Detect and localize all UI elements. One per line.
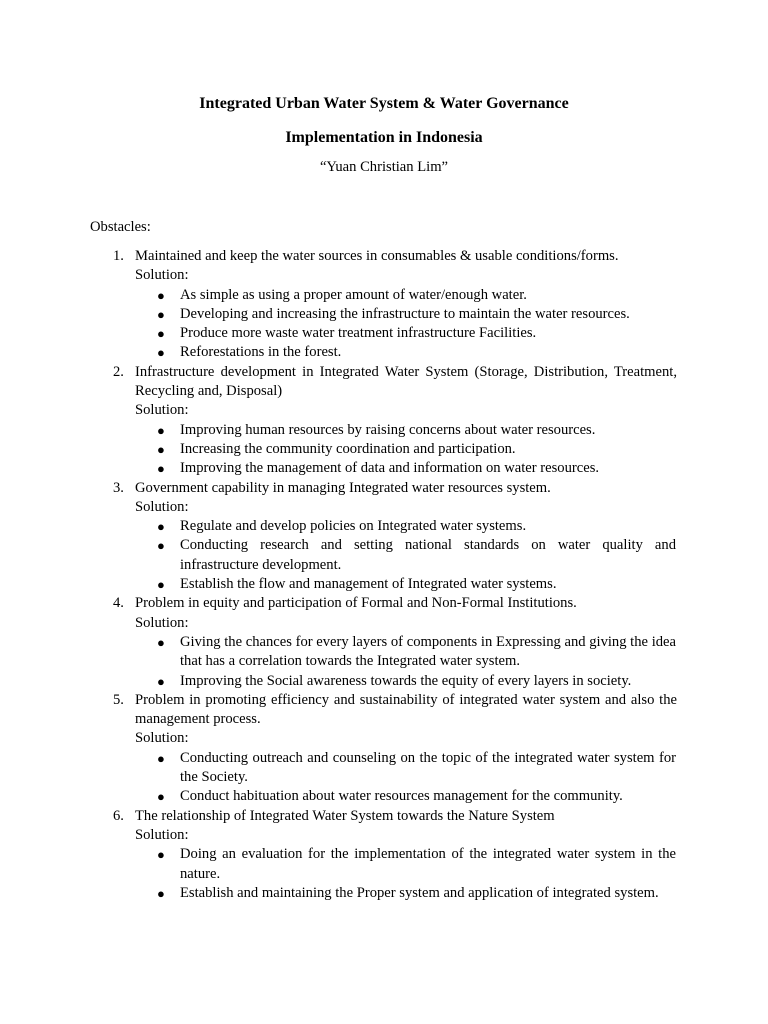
- solution-text: Doing an evaluation for the implementation of the integrated water system in the nature.: [180, 846, 676, 882]
- solution-label: Solution:: [135, 267, 189, 284]
- solution-list: [135, 633, 677, 691]
- bullet-icon: ●: [157, 847, 165, 863]
- solution-item: [135, 421, 676, 440]
- obstacle-item: [0, 807, 677, 903]
- solution-item: [135, 324, 676, 343]
- bullet-icon: ●: [157, 287, 165, 303]
- obstacle-text: Problem in equity and participation of Formal and Non-Formal Institutions.: [135, 595, 577, 612]
- bullet-icon: ●: [157, 634, 165, 650]
- bullet-icon: ●: [157, 326, 165, 342]
- solution-label: Solution:: [135, 826, 189, 843]
- solution-item: [135, 787, 676, 806]
- solution-text: Conducting outreach and counseling on the topic of the integrated water system for the Society.: [180, 749, 676, 786]
- document-title-line-1: Integrated Urban Water System & Water Governance: [199, 95, 569, 112]
- solution-item: [135, 459, 676, 478]
- obstacle-number: 6.: [113, 807, 124, 824]
- solution-text: Conducting research and setting national standards on water quality and infrastructure development.: [180, 537, 676, 573]
- solution-list: [135, 517, 677, 594]
- solution-text: Conduct habituation about water resources management for the community.: [180, 788, 623, 805]
- obstacle-number: 4.: [113, 595, 124, 612]
- obstacle-number: 5.: [113, 691, 124, 708]
- solution-item: [135, 884, 676, 903]
- solution-text: Establish and maintaining the Proper system and application of integrated system.: [180, 884, 659, 901]
- solution-list: [135, 749, 677, 807]
- solution-item: [135, 517, 676, 536]
- bullet-icon: ●: [157, 306, 165, 322]
- bullet-icon: ●: [157, 345, 165, 361]
- obstacle-item: [0, 247, 677, 363]
- solution-text: Regulate and develop policies on Integrated water systems.: [180, 518, 527, 535]
- bullet-icon: ●: [157, 885, 165, 901]
- obstacle-item: [0, 691, 677, 807]
- solution-label: Solution:: [135, 402, 189, 419]
- obstacle-number: 3.: [113, 479, 124, 496]
- obstacle-text: Infrastructure development in Integrated Water System (Storage, Distribution, Treatment, Recycling and, Disposal): [135, 363, 677, 400]
- bullet-icon: ●: [157, 750, 165, 766]
- bullet-icon: ●: [157, 422, 165, 438]
- obstacle-item: [0, 479, 677, 595]
- bullet-icon: ●: [157, 538, 165, 554]
- obstacle-list: [0, 247, 768, 903]
- obstacle-item: [0, 363, 677, 479]
- obstacle-text: Problem in promoting efficiency and sustainability of integrated water system and also the management process.: [135, 691, 677, 728]
- solution-text: As simple as using a proper amount of water/enough water.: [180, 286, 527, 303]
- solution-item: [135, 845, 676, 884]
- bullet-icon: ●: [157, 441, 165, 457]
- solution-item: [135, 305, 676, 324]
- solution-item: [135, 575, 676, 594]
- bullet-icon: ●: [157, 673, 165, 689]
- obstacle-number: 2.: [113, 363, 124, 380]
- solution-text: Produce more waste water treatment infrastructure Facilities.: [180, 325, 537, 342]
- bullet-icon: ●: [157, 519, 165, 535]
- obstacle-number: 1.: [113, 248, 124, 264]
- solution-item: [135, 633, 676, 672]
- solution-text: Giving the chances for every layers of components in Expressing and giving the idea that has a correlation towards the Integrated water system.: [180, 633, 676, 670]
- solution-item: [135, 343, 676, 362]
- solution-item: [135, 286, 676, 305]
- document-title-line-2: Implementation in Indonesia: [285, 129, 483, 146]
- solution-item: [135, 672, 676, 691]
- solution-text: Establish the flow and management of Integrated water systems.: [180, 576, 557, 593]
- obstacle-text: Maintained and keep the water sources in consumables & usable conditions/forms.: [135, 248, 619, 264]
- document-author: “Yuan Christian Lim”: [319, 159, 449, 175]
- solution-list: [135, 286, 677, 363]
- solution-label: Solution:: [135, 614, 189, 631]
- solution-text: Improving the management of data and information on water resources.: [180, 460, 600, 477]
- solution-item: [135, 536, 676, 575]
- solution-text: Developing and increasing the infrastructure to maintain the water resources.: [180, 305, 630, 322]
- solution-item: [135, 440, 676, 459]
- bullet-icon: ●: [157, 461, 165, 477]
- obstacle-text: Government capability in managing Integrated water resources system.: [135, 479, 551, 496]
- solution-list: [135, 845, 677, 903]
- solution-text: Reforestations in the forest.: [180, 344, 342, 361]
- solution-label: Solution:: [135, 498, 189, 515]
- bullet-icon: ●: [157, 789, 165, 805]
- solution-list: [135, 421, 677, 479]
- obstacle-text: The relationship of Integrated Water System towards the Nature System: [135, 807, 555, 824]
- solution-text: Improving human resources by raising concerns about water resources.: [180, 421, 596, 438]
- obstacles-heading: Obstacles:: [90, 219, 151, 235]
- obstacle-item: [0, 594, 677, 690]
- bullet-icon: ●: [157, 577, 165, 593]
- solution-text: Increasing the community coordination and participation.: [180, 440, 516, 457]
- solution-label: Solution:: [135, 730, 189, 747]
- solution-text: Improving the Social awareness towards the equity of every layers in society.: [180, 672, 632, 689]
- solution-item: [135, 749, 676, 788]
